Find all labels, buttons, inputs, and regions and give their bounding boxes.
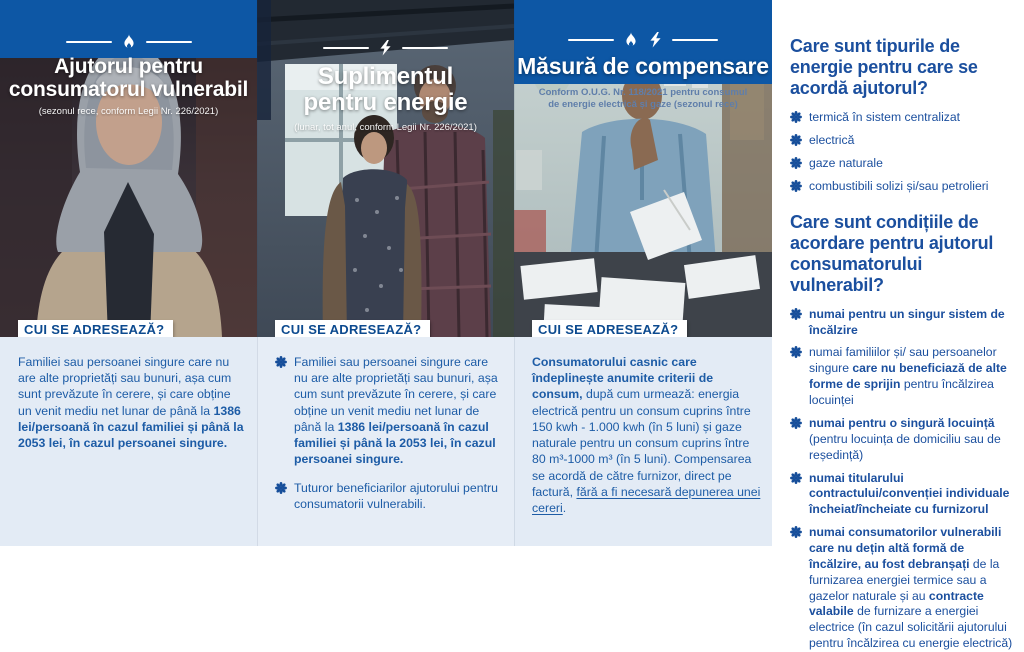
panel-supliment-energie	[257, 0, 514, 546]
divider-line	[568, 39, 614, 41]
conditions-list	[790, 307, 1016, 652]
info-column	[772, 0, 1024, 651]
bolt-icon	[378, 40, 393, 56]
body-paragraph: Consumatorului casnic care îndeplinește anumite criterii de consum, după cum urmează: energia electrică pentru un consum cuprins între 150 kwh - 1.000 kwh (în 5 luni) și gaze naturale pentru un consum cuprins între 80 m³-1000 m³ (în 5 luni). Compensarea se acordă de către furnizor, direct pe factură, fără a fi necesară depunerea unei cereri.	[532, 355, 761, 515]
panel-subtitle: Conform O.U.G. Nr. 118/2021 pentru consumul de energie electrică și gaze (sezonul rece)	[538, 87, 748, 111]
icon-row	[514, 32, 772, 48]
florette-bullet-icon	[790, 134, 802, 146]
panel-body	[0, 337, 257, 546]
heading-conditions: Care sunt condițiile de acordare pentru ajutorul consumatorului vulnerabil?	[790, 211, 994, 295]
bolt-icon	[648, 32, 663, 48]
heading-energy-types: Care sunt tipurile de energie pentru care se acordă ajutorul?	[790, 36, 978, 99]
bullet-text: termică în sistem centralizat	[809, 110, 961, 125]
list-item	[790, 345, 1016, 408]
body-paragraph: Familiei sau persoanei singure care nu are alte proprietăți sau bunuri, așa cum sunt prevăzute în cerere, și care obține un venit mediu net lunar de până la 1386 lei/persoană în cazul familiei și până la 2053 lei, în cazul persoanei singure.	[18, 355, 244, 451]
list-item	[790, 307, 1016, 339]
list-item	[790, 110, 1016, 126]
list-item	[275, 480, 503, 512]
florette-bullet-icon	[790, 308, 802, 320]
flame-icon	[623, 32, 639, 48]
divider-line	[146, 41, 192, 43]
florette-bullet-icon	[275, 482, 287, 494]
florette-bullet-icon	[275, 356, 287, 368]
panel-title: Ajutorul pentru consumatorul vulnerabil	[8, 55, 249, 101]
bullet-text: Familiei sau persoanei singure care nu are alte proprietăți sau bunuri, așa cum sunt prevăzute în cerere, și care obține un venit mediu net lunar de până la 1386 lei/persoană în cazul familiei și până la 2053 lei, în cazul persoanei singure.	[294, 355, 498, 467]
panel-body	[257, 337, 514, 546]
panel-subtitle: (lunar, tot anul, conform Legii Nr. 226/2021)	[294, 121, 477, 133]
panel-title: Suplimentul pentru energie	[303, 63, 468, 117]
florette-bullet-icon	[790, 526, 802, 538]
bullet-text: combustibili solizi și/sau petrolieri	[809, 178, 989, 193]
panel-masura-compensare	[514, 0, 772, 546]
bullet-text: numai pentru un singur sistem de încălzire	[809, 306, 1005, 337]
panel-title: Măsură de compensare	[517, 53, 769, 79]
bullet-text: numai pentru o singură locuință (pentru locuința de domiciliu sau de reședință)	[809, 415, 1001, 462]
divider-line	[323, 47, 369, 49]
section-label: CUI SE ADRESEAZĂ?	[18, 320, 173, 340]
divider-line	[672, 39, 718, 41]
list-item	[790, 133, 1016, 149]
list-item	[790, 416, 1016, 464]
panel-fold-line	[257, 0, 258, 546]
bullet-text: numai titularului contractului/convenției individuale încheiat/încheiate cu furnizorul	[809, 470, 1010, 517]
bullet-text: gaze naturale	[809, 155, 883, 170]
list-item	[790, 156, 1016, 172]
panel-subtitle: (sezonul rece, conform Legii Nr. 226/2021)	[38, 106, 219, 118]
panel-ajutor-consumator-vulnerabil	[0, 0, 257, 546]
beneficiaries-list	[275, 354, 503, 512]
florette-bullet-icon	[790, 472, 802, 484]
panel-fold-line	[514, 0, 515, 546]
section-label: CUI SE ADRESEAZĂ?	[275, 320, 430, 340]
divider-line	[66, 41, 112, 43]
florette-bullet-icon	[790, 157, 802, 169]
florette-bullet-icon	[790, 417, 802, 429]
florette-bullet-icon	[790, 111, 802, 123]
list-item	[790, 525, 1016, 652]
bullet-text: numai consumatorilor vulnerabili care nu dețin altă formă de încălzire, au fost debranșați de la furnizarea energiei termice sau a gazelor naturale și au contracte valabile de furnizare a energiei electrice (în cazul solicitării ajutorului pentru încălzirea cu energie electrică)	[809, 525, 1013, 651]
bullet-text: Tuturor beneficiarilor ajutorului pentru consumatorii vulnerabili.	[294, 480, 498, 511]
icon-row	[0, 34, 257, 50]
icon-row	[257, 40, 514, 56]
florette-bullet-icon	[790, 346, 802, 358]
flame-icon	[121, 34, 137, 50]
divider-line	[402, 47, 448, 49]
section-label: CUI SE ADRESEAZĂ?	[532, 320, 687, 340]
panel-body	[514, 337, 772, 546]
list-item	[275, 354, 503, 468]
florette-bullet-icon	[790, 180, 802, 192]
bullet-text: numai familiilor și/ sau persoanelor singure care nu beneficiază de alte forme de sprijin pentru încălzirea locuinței	[809, 345, 1007, 408]
list-item	[790, 179, 1016, 195]
list-item	[790, 471, 1016, 519]
energy-types-list	[790, 110, 1016, 194]
bullet-text: electrică	[809, 133, 855, 147]
